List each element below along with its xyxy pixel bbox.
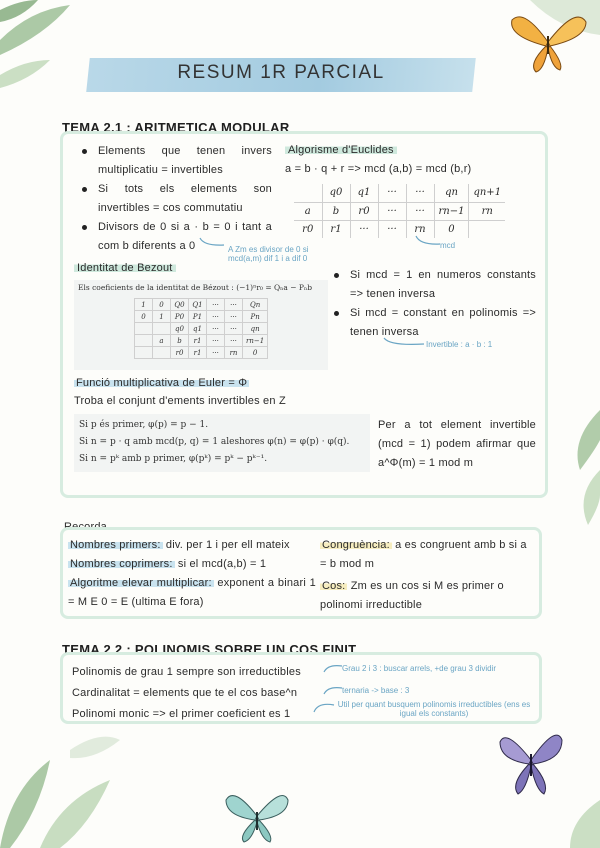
table-cell: qn xyxy=(434,184,469,202)
table-row xyxy=(135,347,268,359)
table-cell: P1 xyxy=(189,311,207,323)
section-title-tema-2-2: TEMA 2.2 : POLINOMIS SOBRE UN COS FINIT xyxy=(62,642,357,657)
table-cell: ··· xyxy=(378,220,406,238)
table-cell: r0 xyxy=(350,202,378,220)
grau-arrow-icon xyxy=(322,662,344,676)
bezout-heading: Identitat de Bezout xyxy=(74,259,176,278)
table-row xyxy=(135,335,268,347)
table-cell: Qn xyxy=(243,299,268,311)
recorda-item: Nombres coprimers: si el mcd(a,b) = 1 xyxy=(70,558,267,570)
table-cell: a xyxy=(294,202,322,220)
table-cell: rn−1 xyxy=(434,202,469,220)
table-cell: ··· xyxy=(207,311,225,323)
table-cell: q0 xyxy=(322,184,350,202)
table-cell: r1 xyxy=(189,335,207,347)
divisors-text: Divisors de 0 si a · b = 0 i tant a com b diferents a 0 xyxy=(98,221,272,252)
table-cell: rn xyxy=(406,220,434,238)
butterfly-teal-icon xyxy=(222,786,292,844)
table-cell: r0 xyxy=(294,220,322,238)
table-cell xyxy=(153,323,171,335)
util-note: Util per quant busquem polinomis irreductibles (ens es igual els constants) xyxy=(337,700,531,718)
table-cell: ··· xyxy=(225,299,243,311)
euler-formulas xyxy=(74,414,370,472)
table-cell xyxy=(294,184,322,202)
recorda-item: Algoritme elevar multiplicar: exponent a binari 1 = M E 0 = E (ultima E fora) xyxy=(68,577,316,608)
table-cell: ··· xyxy=(207,335,225,347)
mcd-note: mcd xyxy=(440,241,456,250)
page-title: RESUM 1R PARCIAL xyxy=(177,62,385,83)
table-cell: rn xyxy=(225,347,243,359)
divisor-arrow-icon xyxy=(198,236,228,250)
butterfly-orange-icon xyxy=(506,6,590,76)
list-item: Si mcd = 1 en numeros constants => tenen inversa xyxy=(328,266,536,304)
table-cell xyxy=(135,323,153,335)
recorda-item: Congruència: a es congruent amb b si a = b mod m xyxy=(320,539,527,570)
bezout-math xyxy=(74,280,328,370)
polinomis-lines xyxy=(72,662,301,725)
table-cell: qn+1 xyxy=(469,184,505,202)
table-cell: b xyxy=(171,335,189,347)
bezout-line: Els coeficients de la identitat de Bézout : (−1)ⁿr₀ = Qₙa − Pₙb xyxy=(78,283,313,292)
table-cell: rn xyxy=(469,202,505,220)
table-cell: 0 xyxy=(243,347,268,359)
table-row xyxy=(135,311,268,323)
polinomi-line: Cardinalitat = elements que te el cos base^n xyxy=(72,687,298,699)
table-cell: ··· xyxy=(378,202,406,220)
polinomi-line: Polinomi monic => el primer coeficient es 1 xyxy=(72,708,291,720)
invertibles-list xyxy=(76,142,272,256)
list-item: Elements que tenen invers multiplicatiu = invertibles xyxy=(76,142,272,180)
table-cell xyxy=(153,347,171,359)
table-row xyxy=(135,299,268,311)
euler-formula: Si n = pᵏ amb p primer, φ(pᵏ) = pᵏ − pᵏ⁻¹. xyxy=(79,454,268,464)
leaf-decoration-bottom-left xyxy=(0,720,130,848)
table-cell: 0 xyxy=(153,299,171,311)
recorda-right xyxy=(320,536,532,615)
table-cell: ··· xyxy=(225,335,243,347)
table-row xyxy=(135,323,268,335)
table-cell: rn−1 xyxy=(243,335,268,347)
table-cell: ··· xyxy=(406,202,434,220)
recorda-item: Nombres primers: div. per 1 i per ell mateix xyxy=(70,539,290,551)
euler-subtitle: Troba el conjunt d'ements invertibles en Z xyxy=(74,395,286,407)
grau-note: Grau 2 i 3 : buscar arrels, +de grau 3 dividir xyxy=(342,664,497,673)
util-arrow-icon xyxy=(312,700,336,716)
table-row xyxy=(294,202,505,220)
table-cell: ··· xyxy=(207,323,225,335)
euler-formula: Si n = p · q amb mcd(p, q) = 1 aleshores φ(n) = φ(p) · φ(q). xyxy=(79,437,350,447)
table-cell: ··· xyxy=(225,323,243,335)
table-cell xyxy=(135,335,153,347)
invertible-arrow-icon xyxy=(382,334,426,348)
list-item: Si tots els elements son invertibles = cos commutatiu xyxy=(76,180,272,218)
euler-heading: Funció multiplicativa de Euler = Φ xyxy=(76,377,248,389)
table-cell: ··· xyxy=(406,184,434,202)
mcd-arrow-icon xyxy=(414,234,442,248)
table-cell: Q1 xyxy=(189,299,207,311)
section-title-tema-2-1: TEMA 2.1 : ARITMETICA MODULAR xyxy=(62,120,290,135)
table-cell: ··· xyxy=(207,299,225,311)
divisor-note: A Zm es divisor de 0 si mcd(a,m) dif 1 i a dif 0 xyxy=(228,245,309,263)
table-cell: ··· xyxy=(378,184,406,202)
table-cell: q1 xyxy=(189,323,207,335)
ternaria-arrow-icon xyxy=(322,684,344,698)
table-cell: b xyxy=(322,202,350,220)
table-row xyxy=(294,220,505,238)
euclides-formula: a = b · q + r => mcd (a,b) = mcd (b,r) xyxy=(285,163,472,175)
list-item: Si mcd = constant en polinomis => tenen inversa xyxy=(328,304,536,342)
table-cell xyxy=(469,220,505,238)
invertible-note: Invertible : a · b : 1 xyxy=(426,340,493,349)
euclides-table xyxy=(294,184,505,238)
leaf-decoration-right xyxy=(570,410,600,530)
table-row xyxy=(294,184,505,202)
table-cell: Pn xyxy=(243,311,268,323)
euclides-heading: Algorisme d'Euclides xyxy=(285,141,397,160)
table-cell: qn xyxy=(243,323,268,335)
table-cell: ··· xyxy=(225,311,243,323)
recorda-title: Recorda xyxy=(64,521,107,533)
recorda-item: Cos: Zm es un cos si M es primer o polinomi irreductible xyxy=(320,580,504,611)
table-cell xyxy=(135,347,153,359)
table-cell: ··· xyxy=(350,220,378,238)
ternaria-note: ternaria -> base : 3 xyxy=(342,686,410,695)
table-cell: a xyxy=(153,335,171,347)
polinomi-line: Polinomis de grau 1 sempre son irreductibles xyxy=(72,666,301,678)
table-cell: r1 xyxy=(322,220,350,238)
leaf-decoration-top-left xyxy=(0,0,90,90)
bezout-table xyxy=(134,298,268,359)
table-cell: 0 xyxy=(434,220,469,238)
table-cell: r1 xyxy=(189,347,207,359)
table-cell: P0 xyxy=(171,311,189,323)
recorda-left xyxy=(68,536,316,612)
table-cell: r0 xyxy=(171,347,189,359)
table-cell: 1 xyxy=(153,311,171,323)
table-cell: Q0 xyxy=(171,299,189,311)
table-cell: 1 xyxy=(135,299,153,311)
euler-formula: Si p és primer, φ(p) = p − 1. xyxy=(79,420,209,430)
leaf-decoration-bottom-right xyxy=(540,780,600,848)
table-cell: q0 xyxy=(171,323,189,335)
euler-side-text: Per a tot element invertible (mcd = 1) podem afirmar que a^Φ(m) = 1 mod m xyxy=(378,419,536,469)
table-cell: q1 xyxy=(350,184,378,202)
table-cell: 0 xyxy=(135,311,153,323)
table-cell: ··· xyxy=(207,347,225,359)
mcd-list xyxy=(328,266,536,342)
